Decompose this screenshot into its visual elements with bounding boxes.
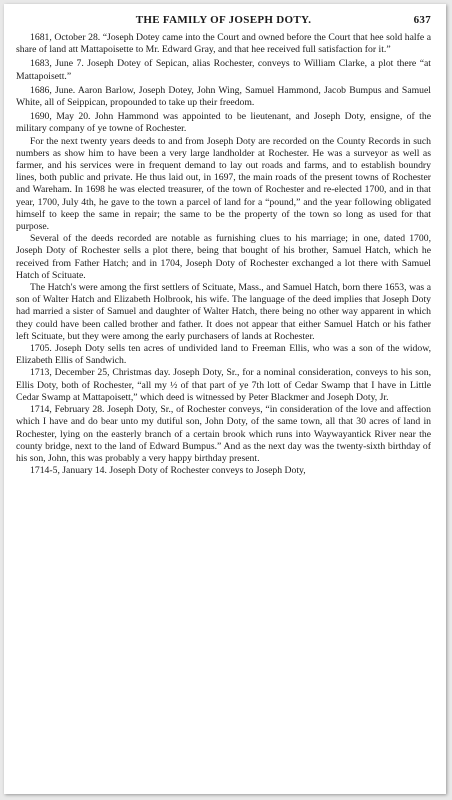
page-header (16, 14, 431, 28)
paragraph: 1705. Joseph Doty sells ten acres of undivided land to Freeman Ellis, who was a son of the widow, Elizabeth Ellis of Sandwich. (16, 343, 431, 367)
paragraph: For the next twenty years deeds to and from Joseph Doty are recorded on the County Records in such numbers as show him to have been a very large landholder at Rochester. He was a surveyor as well as farmer, and his services were in frequent demand to lay out roads and farms, and to establish boundry lines, both public and private. He thus laid out, in 1697, the main roads of the present towns of Rochester and Wareham. In 1698 he was elected treasurer, of the town of Rochester and re-elected 1700, and in that year, 1700, July 4th, he gave to the town a parcel of land for a “pound,” and the year following obligated himself to keep the same in repair; the same to be the property of the town so long as used for that purpose. (16, 135, 431, 233)
paragraph: 1690, May 20. John Hammond was appointed to be lieutenant, and Joseph Doty, ensigne, of the military company of ye towne of Rochester. (16, 111, 431, 135)
paragraph: The Hatch's were among the first settlers of Scituate, Mass., and Samuel Hatch, born there 1653, was a son of Walter Hatch and Elizabeth Holbrook, his wife. The language of the deed implies that Joseph Doty had married a sister of Samuel and daughter of Walter Hatch, there being no other way apparent in which they could have been called brother and father. It does not appear that either Samuel Hatch or his father left Scituate, but they were among the early purchasers of lands at Rochester. (16, 282, 431, 342)
paragraph: 1714-5, January 14. Joseph Doty of Rochester conveys to Joseph Doty, (30, 465, 306, 477)
paragraph: 1681, October 28. “Joseph Dotey came into the Court and owned before the Court that hee sold halfe a share of land att Mattapoisette to Mr. Edward Gray, and that hee received full satisfaction for it.” (16, 32, 431, 56)
running-head: THE FAMILY OF JOSEPH DOTY. (135, 14, 312, 26)
paragraph: 1683, June 7. Joseph Dotey of Sepican, alias Rochester, conveys to William Clarke, a plot there “at Mattapoisett.” (16, 58, 431, 82)
paragraph: 1713, December 25, Christmas day. Joseph Doty, Sr., for a nominal consideration, conveys to his son, Ellis Doty, both of Rochester, “all my ½ of that part of ye 7th lott of Cedar Swamp that I have in Little Cedar Swamp at Mattapoisett,” which deed is witnessed by Peter Blackmer and Joseph Doty, Jr. (16, 367, 431, 403)
page-number: 637 (413, 14, 431, 26)
paragraph: 1714, February 28. Joseph Doty, Sr., of Rochester conveys, “in consideration of the love and affection which I have and do bear unto my dutiful son, John Doty, of the same town, all that 30 acres of land in Rochester, lying on the easterly branch of a certain brook which runs into Waywayantick River near the county bridge, next to the land of Edward Bumpus.” And as the next day was the twenty-sixth birthday of his son, John, this was probably a very happy birthday present. (16, 404, 431, 464)
scanned-book-page (4, 4, 446, 794)
paragraph: 1686, June. Aaron Barlow, Joseph Dotey, John Wing, Samuel Hammond, Jacob Bumpus and Samuel White, all of Seippican, propounded to take up their freedom. (16, 84, 431, 109)
page-body (16, 32, 431, 477)
paragraph: Several of the deeds recorded are notable as furnishing clues to his marriage; in one, dated 1700, Joseph Doty of Rochester sells a plot there, being that bought of his brother, Samuel Hatch, which he received from Father Hatch; and in 1704, Joseph Doty of Rochester exchanged a lot there with Samuel Hatch of Scituate. (16, 233, 431, 281)
